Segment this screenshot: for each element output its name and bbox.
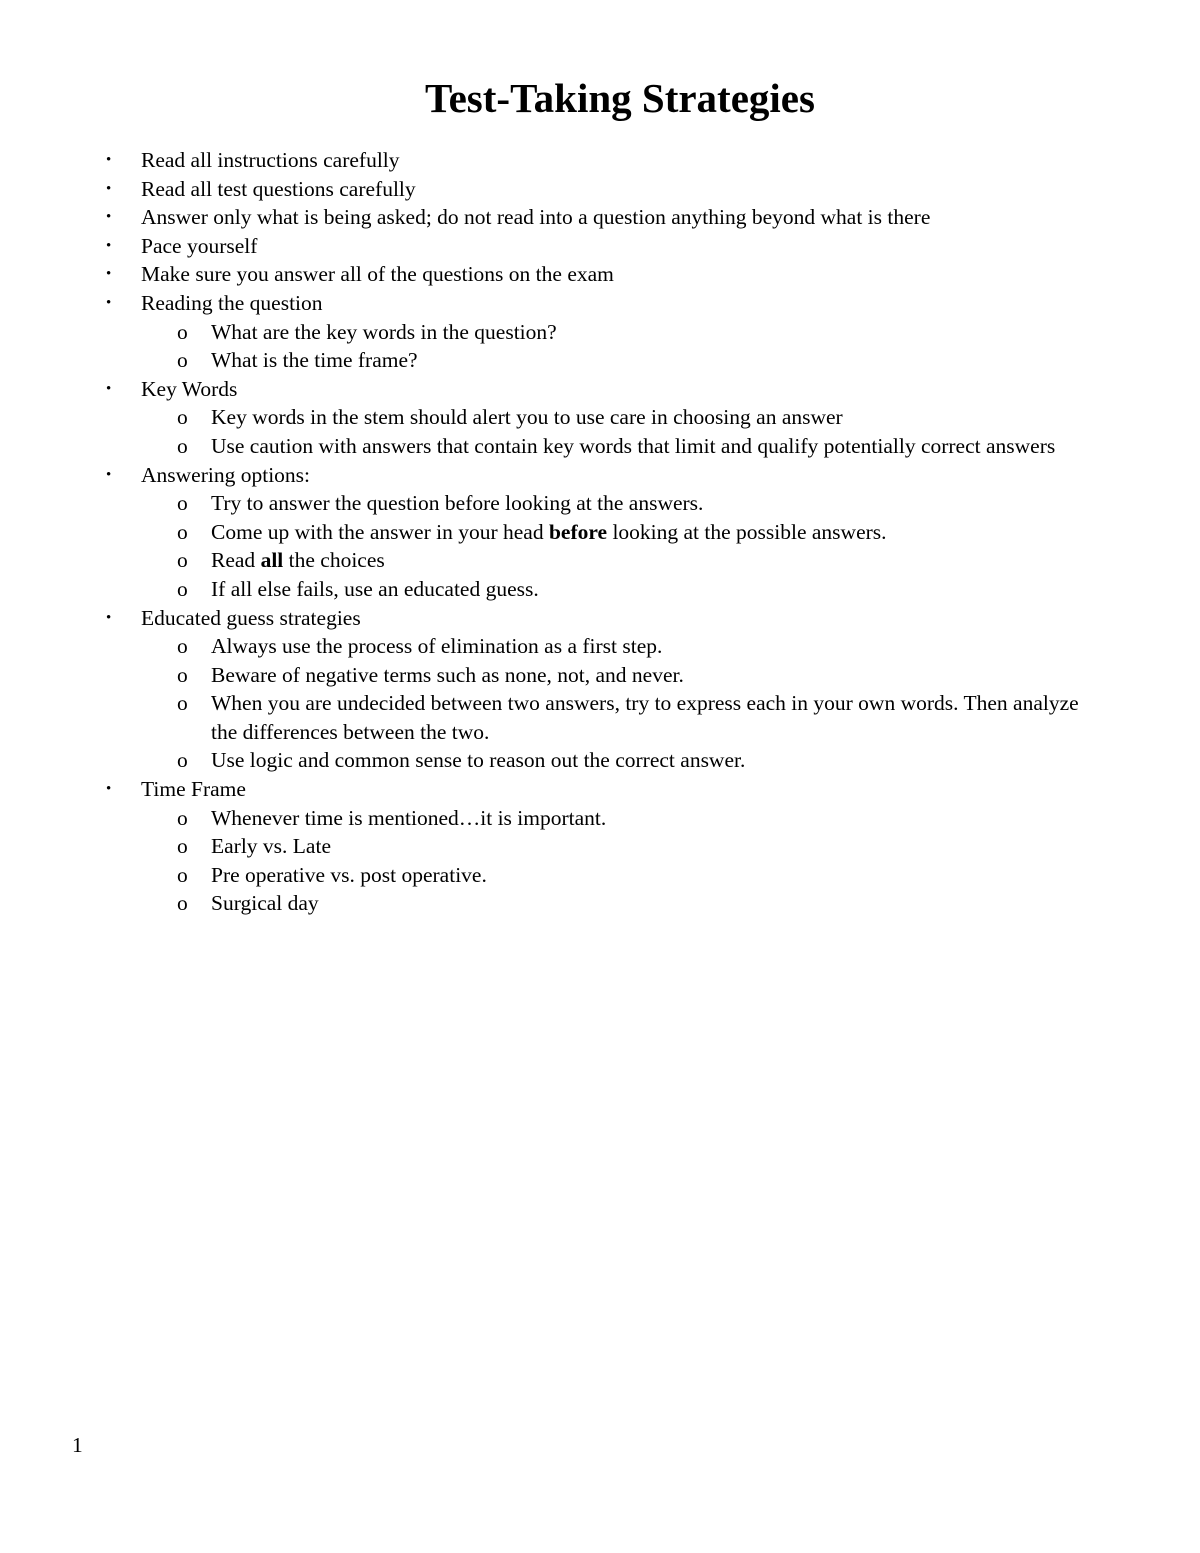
list-item-text: Answering options: <box>141 462 311 487</box>
list-item <box>0 604 1200 633</box>
sub-list-item-text: Early vs. Late <box>211 834 331 859</box>
sub-bullet-icon: o <box>177 519 188 544</box>
sub-list-item <box>0 804 1200 833</box>
sub-bullet-icon: o <box>177 548 188 573</box>
list-item-text: Time Frame <box>141 777 246 802</box>
bullet-icon: • <box>106 781 112 798</box>
sub-bullet-icon: o <box>177 433 188 458</box>
list-item <box>0 260 1200 289</box>
sub-list-item-text: Try to answer the question before looking at the answers. <box>211 491 704 516</box>
sub-bullet-icon: o <box>177 891 188 916</box>
sub-list-item-text: Come up with the answer in your head <box>211 519 549 544</box>
sub-list-item <box>0 346 1200 375</box>
sub-list-item-text: Pre operative vs. post operative. <box>211 862 487 887</box>
sub-list-item <box>0 661 1200 690</box>
sub-list-item-text: Read <box>211 548 261 573</box>
sub-list-item <box>0 546 1200 575</box>
list-item <box>0 461 1200 490</box>
sub-list-item-text: the choices <box>283 548 385 573</box>
strategy-list <box>0 146 1200 918</box>
sub-list-item-text: Beware of negative terms such as none, not, and never. <box>211 662 684 687</box>
list-item <box>0 375 1200 404</box>
list-item-text: Educated guess strategies <box>141 605 361 630</box>
sub-list-item-text: Whenever time is mentioned…it is important. <box>211 805 607 830</box>
sub-list-item <box>0 575 1200 604</box>
sub-bullet-icon: o <box>177 405 188 430</box>
sub-list-item <box>0 889 1200 918</box>
bullet-icon: • <box>106 609 112 626</box>
list-item <box>0 232 1200 261</box>
sub-list-item-text: When you are undecided between two answers, try to express each in your own words. Then analyze the differences between the two. <box>211 691 1079 744</box>
bullet-icon: • <box>106 180 112 197</box>
page-title: Test-Taking Strategies <box>425 75 815 121</box>
list-item-text: Pace yourself <box>141 233 258 258</box>
list-item-text: Read all instructions carefully <box>141 148 400 172</box>
sub-bullet-icon: o <box>177 691 188 716</box>
emphasis-text: before <box>548 519 608 544</box>
list-item <box>0 175 1200 204</box>
bullet-icon: • <box>106 294 112 311</box>
bullet-icon: • <box>106 466 112 483</box>
sub-list-item <box>0 689 1200 746</box>
sub-list-item <box>0 489 1200 518</box>
sub-bullet-icon: o <box>177 748 188 773</box>
list-item <box>0 775 1200 804</box>
sub-bullet-icon: o <box>177 634 188 659</box>
sub-bullet-icon: o <box>177 834 188 859</box>
list-item <box>0 289 1200 318</box>
sub-list-item <box>0 318 1200 347</box>
bullet-icon: • <box>106 152 112 168</box>
sub-list-item <box>0 861 1200 890</box>
sub-list-item-text: Key words in the stem should alert you to use care in choosing an answer <box>211 405 843 430</box>
sub-bullet-icon: o <box>177 862 188 887</box>
bullet-icon: • <box>106 266 112 283</box>
sub-list-item <box>0 403 1200 432</box>
list-item-text: Make sure you answer all of the questions on the exam <box>141 262 614 287</box>
sub-bullet-icon: o <box>177 491 188 516</box>
bullet-icon: • <box>106 209 112 226</box>
list-item-text: Reading the question <box>141 290 323 315</box>
sub-bullet-icon: o <box>177 805 188 830</box>
list-item-text: Key Words <box>141 376 238 401</box>
sub-list-item <box>0 746 1200 775</box>
list-item-text: Read all test questions carefully <box>141 176 416 201</box>
sub-bullet-icon: o <box>177 348 188 373</box>
sub-bullet-icon: o <box>177 319 188 344</box>
bullet-icon: • <box>106 237 112 254</box>
sub-list-item <box>0 632 1200 661</box>
sub-bullet-icon: o <box>177 576 188 601</box>
sub-list-item-text: What are the key words in the question? <box>211 319 557 344</box>
page-number: 1 <box>72 1433 83 1457</box>
bullet-icon: • <box>106 380 112 397</box>
sub-list-item <box>0 518 1200 547</box>
sub-list-item-text: If all else fails, use an educated guess. <box>211 576 539 601</box>
sub-list-item <box>0 832 1200 861</box>
sub-list-item-text: Use logic and common sense to reason out the correct answer. <box>211 748 746 773</box>
list-item <box>0 203 1200 232</box>
sub-list-item-text: Use caution with answers that contain key words that limit and qualify potentially correct answers <box>211 433 1056 458</box>
sub-bullet-icon: o <box>177 662 188 687</box>
emphasis-text: all <box>260 548 284 573</box>
sub-list-item-text: Surgical day <box>211 891 319 916</box>
sub-list-item-text: What is the time frame? <box>211 348 418 373</box>
list-item-text: Answer only what is being asked; do not read into a question anything beyond what is there <box>141 205 931 230</box>
sub-list-item-text: looking at the possible answers. <box>607 519 887 544</box>
sub-list-item <box>0 432 1200 461</box>
list-item <box>0 146 1200 175</box>
sub-list-item-text: Always use the process of elimination as a first step. <box>211 634 663 659</box>
